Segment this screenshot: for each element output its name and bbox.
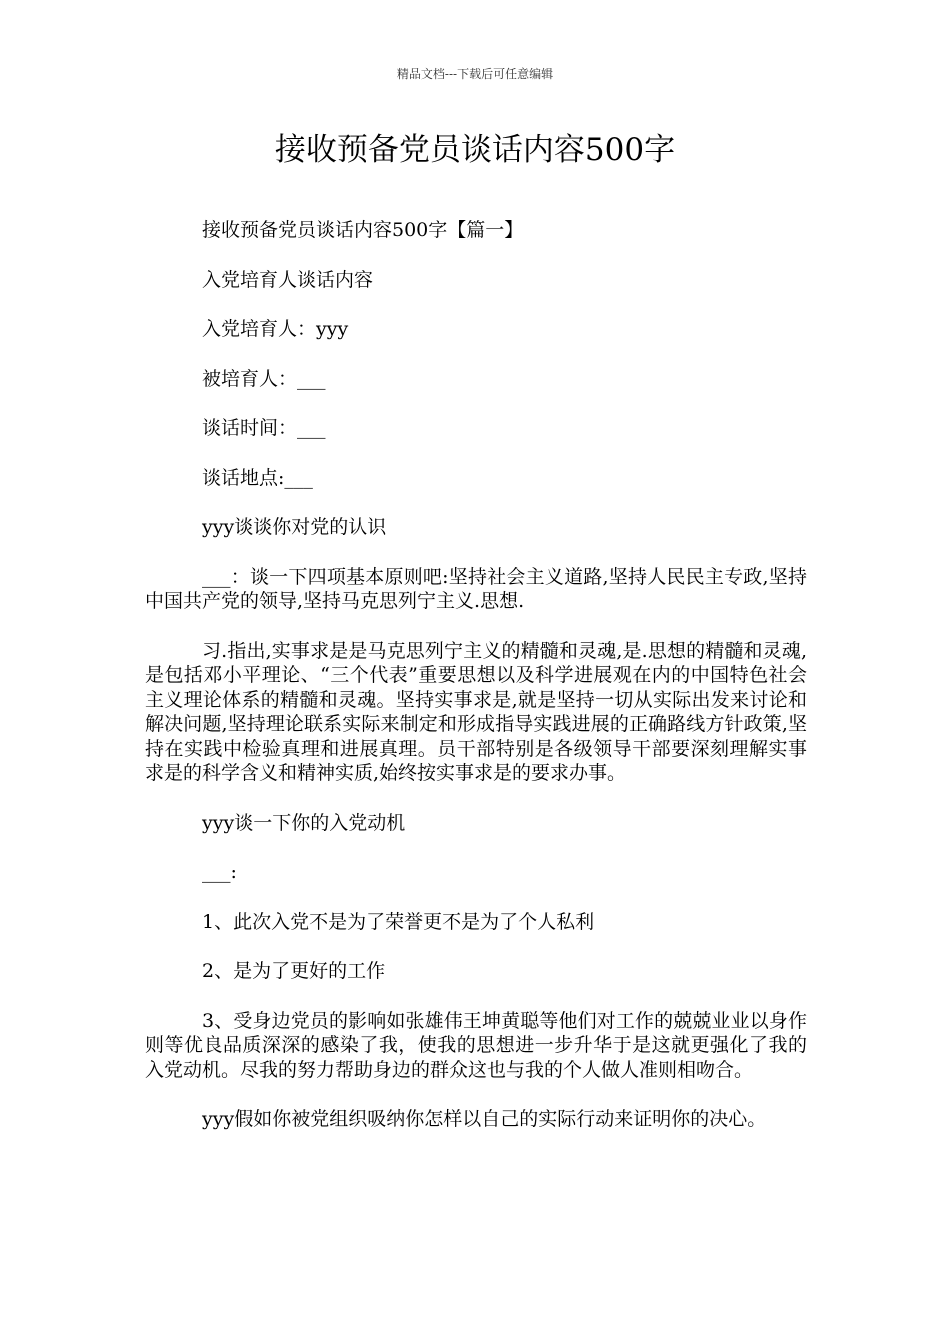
paragraph: ___: [202,861,237,883]
paragraph: ___：谈一下四项基本原则吧:坚持社会主义道路,坚持人民民主专政,坚持中国共产党的领导,坚持马克思列宁主义.思想. [145,565,807,612]
section-heading: 接收预备党员谈话内容500字【篇一】 [202,219,524,241]
paragraph: 谈话时间：___ [202,417,326,439]
header-note: 精品文档---下载后可任意编辑 [396,67,554,81]
paragraph: 入党培育人：yyy [202,318,349,340]
paragraph: 习.指出,实事求是是马克思列宁主义的精髓和灵魂,是.思想的精髓和灵魂,是包括邓小平理论、“三个代表”重要思想以及科学进展观在内的中国特色社会主义理论体系的精髓和灵魂。坚持实事求是,就是坚持一切从实际出发来讨论和解决问题,坚持理论联系实际来制定和形成指导实践进展的正确路线方针政策,坚持在实践中检验真理和进展真理。员干部特别是各级领导干部要深刻理解实事求是的科学含义和精神实质,始终按实事求是的要求办事。 [145,639,807,784]
document-body [145,218,807,1157]
paragraph: 入党培育人谈话内容 [202,268,374,291]
list-item: 1、此次入党不是为了荣誉更不是为了个人私利 [202,910,595,933]
document-title: 接收预备党员谈话内容500字 [274,132,676,168]
list-item: 3、受身边党员的影响如张雄伟王坤黄聪等他们对工作的兢兢业业以身作则等优良品质深深的感染了我，使我的思想进一步升华于是这就更强化了我的入党动机。尽我的努力帮助身边的群众这也与我的个人做人准则相吻合。 [145,1009,807,1081]
paragraph: yyy假如你被党组织吸纳你怎样以自己的实际行动来证明你的决心。 [202,1108,767,1130]
paragraph: 谈话地点:___ [202,466,313,489]
paragraph: yyy谈谈你对党的认识 [202,516,387,538]
paragraph: 被培育人：___ [202,367,326,390]
paragraph: yyy谈一下你的入党动机 [202,811,406,834]
list-item: 2、是为了更好的工作 [202,960,386,982]
